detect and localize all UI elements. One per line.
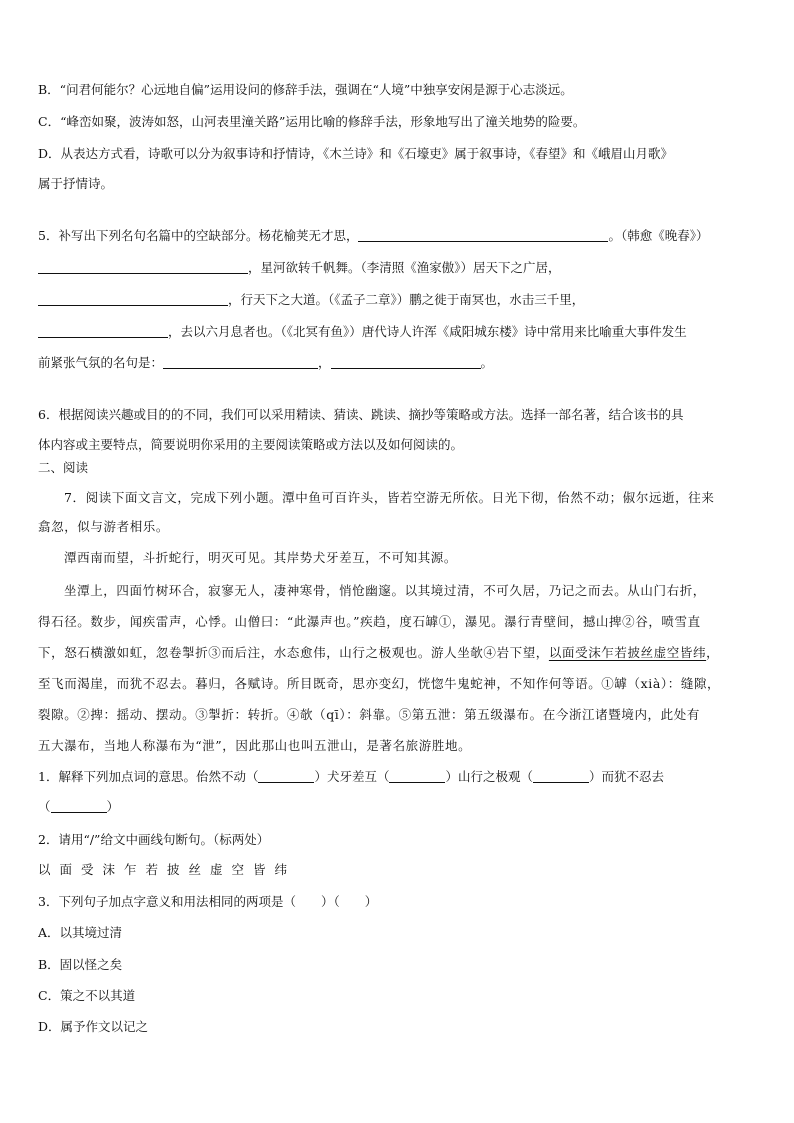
q7-para-line9: 五大瀑布，当地人称瀑布为“泄”，因此那山也叫五泄山，是著名旅游胜地。 (38, 738, 472, 753)
q5-line2 (38, 258, 756, 278)
sub1-blank-1[interactable] (258, 768, 314, 783)
q5-blank-4[interactable] (38, 323, 168, 338)
q5-blank-3[interactable] (38, 291, 228, 306)
q7-para-line6 (38, 643, 756, 663)
q7-para-line4: 坐潭上，四面竹树环合，寂寥无人，凄神寒骨，悄怆幽邃。以其境过清，不可久居，乃记之而去。从山门右折， (64, 583, 706, 598)
sub1-text-d: ）而犹不忍去 (589, 769, 665, 784)
q5-text-5: 前紧张气氛的名句是： (38, 355, 164, 370)
sub3-option-d: D．属予作文以记之 (38, 1019, 149, 1034)
sub3-question: 3．下列句子加点字意义和用法相同的两项是（ ）（ ） (38, 894, 378, 909)
q5-text-2: ，星河欲转千帆舞。（李清照《渔家傲》）居天下之广居， (248, 260, 561, 275)
q7-para-line5: 得石径。数步，闻疾雷声，心悸。山僧曰：“此瀑声也。”疾趋，度石罅①，瀑见。瀑行青壁间，撼山捭②谷，喷雪直 (38, 614, 701, 629)
q5-text-4: ，去以六月息者也。（《北冥有鱼》）唐代诗人许浑《咸阳城东楼》诗中常用来比喻重大事件发生 (168, 324, 687, 339)
q5-blank-5[interactable] (163, 354, 318, 369)
q7-para-line6-end: ， (706, 645, 720, 660)
q5-period: 。 (480, 355, 494, 370)
sub3-option-a: A．以其境过清 (38, 925, 123, 940)
q5-line1 (38, 226, 756, 246)
q4-option-b: B．“问君何能尔？心远地自偏”运用设问的修辞手法，强调在“人境”中独享安闲是源于心志淡远。 (38, 82, 573, 97)
sub1-line1 (38, 767, 756, 787)
q5-line3 (38, 290, 756, 310)
sub1-open-paren: （ (38, 799, 51, 814)
q6-line1: 6．根据阅读兴趣或目的的不同，我们可以采用精读、猜读、跳读、摘抄等策略或方法。选择一部名著，结合该书的具 (38, 407, 684, 422)
q4-option-c: C．“峰峦如聚，波涛如怒，山河表里潼关路”运用比喻的修辞手法，形象地写出了潼关地势的险要。 (38, 114, 586, 129)
q7-para-line3: 潭西南而望，斗折蛇行，明灭可见。其岸势犬牙差互，不可知其源。 (64, 550, 458, 565)
q4-option-d-line2: 属于抒情诗。 (38, 176, 114, 191)
q5-line4 (38, 322, 756, 342)
q5-blank-6[interactable] (331, 354, 481, 369)
q7-para-line7: 至飞而渴崖，而犹不忍去。暮归，各赋诗。所目既奇，思亦变幻，恍惚牛鬼蛇神，不知作何等语。①罅（xià）：缝隙， (38, 676, 721, 691)
q7-para-line1: 7．阅读下面文言文，完成下列小题。潭中鱼可百许头，皆若空游无所依。日光下彻，佁然不动；俶尔远逝，往来 (64, 490, 715, 505)
section-heading: 二、阅读 (38, 460, 89, 475)
q5-line5 (38, 353, 756, 373)
sub1-blank-4[interactable] (51, 798, 107, 813)
q5-comma: ， (318, 355, 331, 370)
sub1-blank-2[interactable] (389, 768, 445, 783)
sub1-prompt: 1．解释下列加点词的意思。佁然不动（ (38, 769, 259, 784)
q5-prompt: 5．补写出下列名句名篇中的空缺部分。杨花榆荚无才思， (38, 228, 359, 243)
q4-option-d-line1: D．从表达方式看，诗歌可以分为叙事诗和抒情诗，《木兰诗》和《石壕吏》属于叙事诗，《春望》和《峨眉山月歌》 (38, 146, 674, 161)
sub1-text-b: ）犬牙差互（ (314, 769, 390, 784)
sub2-sentence: 以面受沫乍若披丝虚空皆纬 (38, 862, 297, 877)
sub1-text-c: ）山行之极观（ (445, 769, 533, 784)
q5-text-3: ，行天下之大道。（《孟子二章》）鹏之徙于南冥也，水击三千里， (228, 292, 585, 307)
sub2-question: 2．请用“/”给文中画线句断句。（标两处） (38, 832, 270, 847)
q5-source-1: 。（韩愈《晚春》） (608, 228, 709, 243)
sub1-close-paren: ） (106, 799, 120, 814)
q5-blank-2[interactable] (38, 259, 248, 274)
sub1-blank-3[interactable] (533, 768, 589, 783)
q7-para-line2: 翕忽，似与游者相乐。 (38, 519, 170, 534)
q5-blank-1[interactable] (358, 227, 608, 242)
q7-para-line8: 裂隙。②捭：摇动、摆动。③掣折：转折。④欹（qī）：斜靠。⑤第五泄：第五级瀑布。在今浙江诸暨境内，此处有 (38, 707, 700, 722)
q7-para-line6-text: 下，怒石横激如虹，忽卷掣折③而后注，水态愈伟，山行之极观也。游人坐欹④岩下望， (38, 645, 549, 660)
underlined-sentence: 以面受沫乍若披丝虚空皆纬 (548, 645, 707, 660)
q6-line2: 体内容或主要特点，简要说明你采用的主要阅读策略或方法以及如何阅读的。 (38, 437, 464, 452)
sub3-option-b: B．固以怪之矣 (38, 957, 123, 972)
sub1-line2 (38, 797, 756, 817)
sub3-option-c: C．策之不以其道 (38, 988, 136, 1003)
